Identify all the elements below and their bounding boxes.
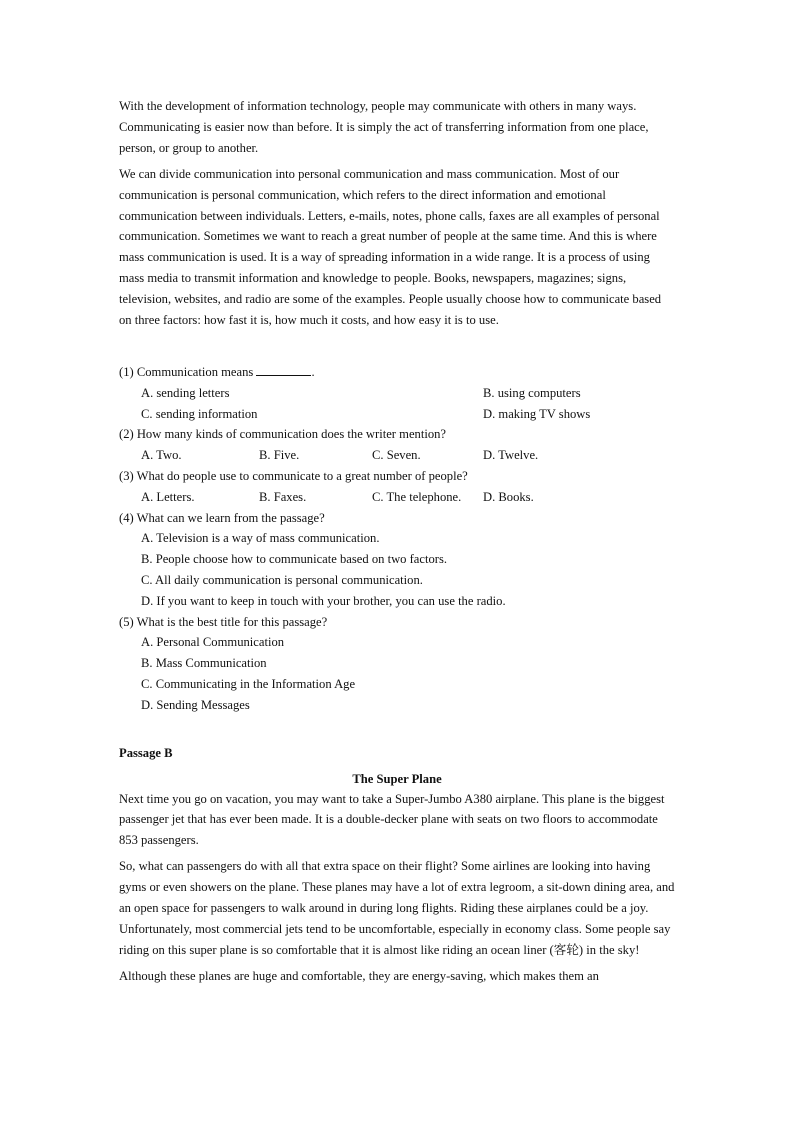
options-row — [119, 445, 675, 466]
passage-a-paragraph: With the development of information technology, people may communicate with others in many ways. Communicating is easier now than before. It is simply the act of transferring information from one place, person, or group to another. — [119, 99, 649, 155]
option: B. People choose how to communicate based on two factors. — [141, 552, 448, 567]
option: B. Five. — [259, 448, 300, 463]
option: A. Television is a way of mass communication. — [141, 531, 380, 546]
option: C. The telephone. — [372, 489, 462, 504]
option: C. All daily communication is personal communication. — [141, 572, 423, 587]
option: A. Letters. — [141, 489, 195, 504]
document-page — [119, 96, 675, 987]
passage-b-paragraph: Next time you go on vacation, you may want to take a Super-Jumbo A380 airplane. This plane is the biggest passenger jet that has ever been made. It is a double-decker plane with seats on two floors to accommodate 853 passengers. — [119, 791, 665, 848]
options-row — [119, 487, 675, 508]
passage-title: The Super Plane — [352, 771, 442, 786]
option: A. Personal Communication — [141, 635, 285, 650]
question-stem: (5) What is the best title for this passage? — [119, 614, 328, 629]
passage-b-paragraph: So, what can passengers do with all that extra space on their flight? Some airlines are looking into having gyms or even showers on the plane. These planes may have a lot of extra legroom, a sit-down dining area, and an open space for passengers to walk around in during long flights. Riding these airplanes could be a joy. Unfortunately, most commercial jets tend to be uncomfortable, especially in economy class. Some people say riding on this super plane is so comfortable that it is almost like riding an ocean liner (客轮) in the sky! — [119, 859, 675, 957]
options-row — [119, 383, 675, 404]
question-stem: (3) What do people use to communicate to a great number of people? — [119, 468, 468, 483]
passage-b-paragraph: Although these planes are huge and comfortable, they are energy-saving, which makes them an — [119, 968, 599, 983]
question-stem: (1) Communication means . — [119, 364, 315, 379]
option: C. Communicating in the Information Age — [141, 676, 356, 691]
passage-a-paragraph: We can divide communication into personal communication and mass communication. Most of our communication is personal communication, which refers to the direct information and emotional communication between individuals. Letters, e-mails, notes, phone calls, faxes are all examples of personal communication. Sometimes we want to reach a great number of people at the same time. And this is where mass communication is used. It is a way of spreading information in a wide range. It is a process of using mass media to transmit information and knowledge to people. Books, newspapers, magazines; signs, television, websites, and radio are some of the examples. People usually choose how to communicate based on three factors: how fast it is, how much it costs, and how easy it is to use. — [119, 166, 662, 328]
passage-heading: Passage B — [119, 745, 173, 760]
option: A. Two. — [141, 448, 182, 463]
question-stem: (4) What can we learn from the passage? — [119, 510, 325, 525]
option: D. making TV shows — [483, 406, 591, 421]
option: B. using computers — [483, 385, 581, 400]
question-stem: (2) How many kinds of communication does the writer mention? — [119, 427, 447, 442]
option: C. Seven. — [372, 448, 421, 463]
option: D. Sending Messages — [141, 697, 250, 712]
option: D. Books. — [483, 489, 534, 504]
answer-blank — [256, 363, 311, 376]
option: D. Twelve. — [483, 448, 539, 463]
option: B. Faxes. — [259, 489, 307, 504]
option: B. Mass Communication — [141, 656, 267, 671]
option: C. sending information — [141, 406, 258, 421]
option: D. If you want to keep in touch with your brother, you can use the radio. — [141, 593, 506, 608]
option: A. sending letters — [141, 385, 230, 400]
options-row — [119, 404, 675, 425]
